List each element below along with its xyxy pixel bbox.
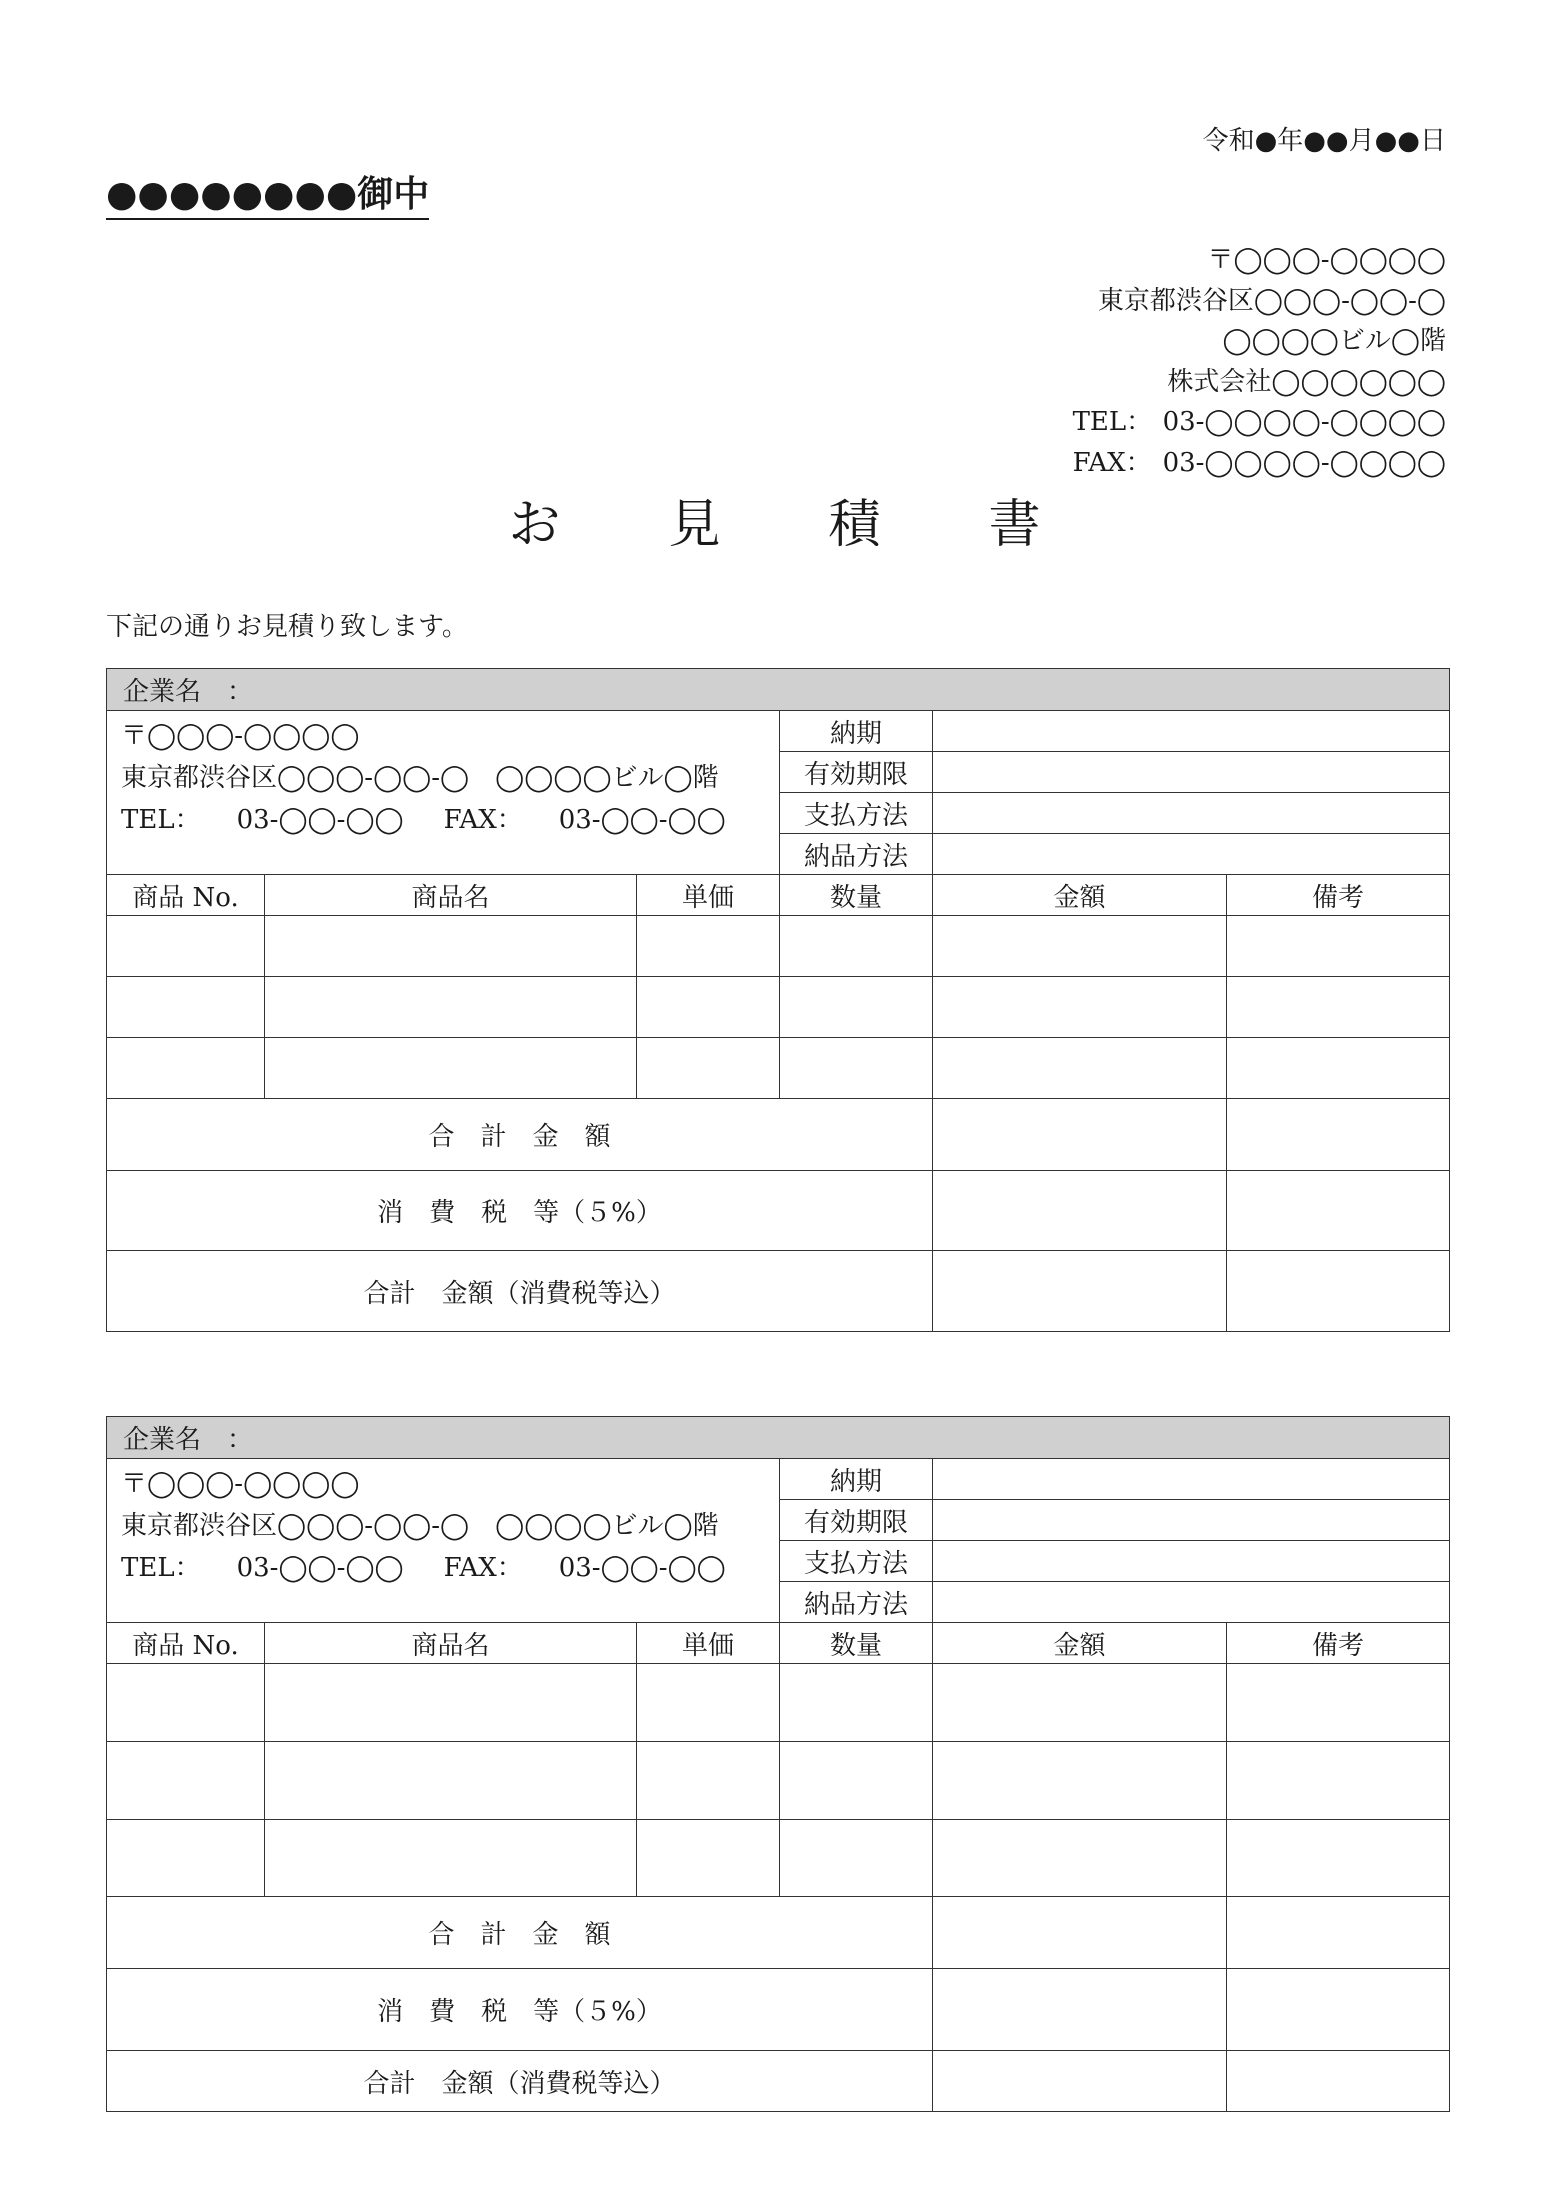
payment-method-label: 支払方法 bbox=[780, 793, 933, 834]
company-info bbox=[107, 1459, 780, 1623]
cell[interactable] bbox=[933, 1742, 1227, 1820]
cell[interactable] bbox=[107, 977, 265, 1038]
validity-label: 有効期限 bbox=[780, 1500, 933, 1541]
cell[interactable] bbox=[933, 1664, 1227, 1742]
issue-date: 令和●年●●月●●日 bbox=[1202, 126, 1446, 156]
total-value[interactable] bbox=[933, 1251, 1227, 1332]
item-row bbox=[107, 1820, 1450, 1897]
col-remarks: 備考 bbox=[1227, 1623, 1450, 1664]
col-product-name: 商品名 bbox=[265, 875, 637, 916]
validity-value[interactable] bbox=[933, 752, 1450, 793]
delivery-method-value[interactable] bbox=[933, 1582, 1450, 1623]
col-amount: 金額 bbox=[933, 875, 1227, 916]
cell[interactable] bbox=[1227, 1742, 1450, 1820]
company-tel-label: TEL： bbox=[121, 1553, 201, 1583]
col-product-no: 商品 No. bbox=[107, 875, 265, 916]
col-quantity: 数量 bbox=[780, 1623, 933, 1664]
cell[interactable] bbox=[265, 1742, 637, 1820]
company-fax: 03-◯◯-◯◯ bbox=[558, 805, 726, 835]
item-row bbox=[107, 1038, 1450, 1099]
validity-value[interactable] bbox=[933, 1500, 1450, 1541]
cell[interactable] bbox=[1227, 1664, 1450, 1742]
total-remarks[interactable] bbox=[1227, 1251, 1450, 1332]
tax-label: 消 費 税 等（５%） bbox=[107, 1969, 933, 2051]
cell[interactable] bbox=[933, 977, 1227, 1038]
sender-tel-line bbox=[1073, 402, 1446, 443]
total-remarks[interactable] bbox=[1227, 2051, 1450, 2112]
subtotal-remarks[interactable] bbox=[1227, 1099, 1450, 1171]
sender-fax-line bbox=[1073, 443, 1446, 484]
cell[interactable] bbox=[107, 1664, 265, 1742]
tax-value[interactable] bbox=[933, 1171, 1227, 1251]
company-fax: 03-◯◯-◯◯ bbox=[558, 1553, 726, 1583]
cell[interactable] bbox=[933, 1820, 1227, 1897]
cell[interactable] bbox=[637, 1742, 780, 1820]
cell[interactable] bbox=[780, 1038, 933, 1099]
delivery-method-label: 納品方法 bbox=[780, 834, 933, 875]
intro-text: 下記の通りお見積り致します。 bbox=[106, 612, 468, 642]
col-quantity: 数量 bbox=[780, 875, 933, 916]
item-row bbox=[107, 977, 1450, 1038]
sender-address2: ◯◯◯◯ビル◯階 bbox=[1222, 326, 1446, 356]
payment-method-value[interactable] bbox=[933, 793, 1450, 834]
cell[interactable] bbox=[637, 977, 780, 1038]
tax-remarks[interactable] bbox=[1227, 1969, 1450, 2051]
tax-value[interactable] bbox=[933, 1969, 1227, 2051]
tax-remarks[interactable] bbox=[1227, 1171, 1450, 1251]
sender-tel: 03-◯◯◯◯-◯◯◯◯ bbox=[1162, 407, 1446, 437]
cell[interactable] bbox=[933, 916, 1227, 977]
company-tel-label: TEL： bbox=[121, 805, 201, 835]
total-label: 合計 金額（消費税等込） bbox=[107, 2051, 933, 2112]
cell[interactable] bbox=[265, 1038, 637, 1099]
item-row bbox=[107, 916, 1450, 977]
cell[interactable] bbox=[1227, 1820, 1450, 1897]
col-remarks: 備考 bbox=[1227, 875, 1450, 916]
delivery-date-label: 納期 bbox=[780, 1459, 933, 1500]
company-postal: 〒◯◯◯-◯◯◯◯ bbox=[121, 721, 360, 751]
sender-address1: 東京都渋谷区◯◯◯-◯◯-◯ bbox=[1097, 285, 1446, 316]
col-unit-price: 単価 bbox=[637, 1623, 780, 1664]
cell[interactable] bbox=[1227, 916, 1450, 977]
quote-table-2 bbox=[106, 1416, 1450, 2112]
cell[interactable] bbox=[107, 1820, 265, 1897]
col-amount: 金額 bbox=[933, 1623, 1227, 1664]
delivery-date-label: 納期 bbox=[780, 711, 933, 752]
item-row bbox=[107, 1742, 1450, 1820]
total-label: 合計 金額（消費税等込） bbox=[107, 1251, 933, 1332]
col-unit-price: 単価 bbox=[637, 875, 780, 916]
company-tel: 03-◯◯-◯◯ bbox=[236, 805, 404, 835]
recipient-name: ●●●●●●●●御中 bbox=[106, 172, 429, 220]
cell[interactable] bbox=[107, 916, 265, 977]
cell[interactable] bbox=[637, 1664, 780, 1742]
validity-label: 有効期限 bbox=[780, 752, 933, 793]
subtotal-label: 合 計 金 額 bbox=[107, 1897, 933, 1969]
sender-block bbox=[1073, 240, 1446, 483]
company-tel: 03-◯◯-◯◯ bbox=[236, 1553, 404, 1583]
cell[interactable] bbox=[1227, 977, 1450, 1038]
cell[interactable] bbox=[265, 977, 637, 1038]
payment-method-value[interactable] bbox=[933, 1541, 1450, 1582]
delivery-method-value[interactable] bbox=[933, 834, 1450, 875]
sender-postal: 〒◯◯◯-◯◯◯◯ bbox=[1207, 245, 1446, 275]
cell[interactable] bbox=[265, 1664, 637, 1742]
payment-method-label: 支払方法 bbox=[780, 1541, 933, 1582]
company-address: 東京都渋谷区◯◯◯-◯◯-◯ ◯◯◯◯ビル◯階 bbox=[121, 1511, 719, 1541]
sender-fax-label: FAX： bbox=[1072, 447, 1152, 478]
delivery-date-value[interactable] bbox=[933, 1459, 1450, 1500]
subtotal-value[interactable] bbox=[933, 1897, 1227, 1969]
quote-table-1 bbox=[106, 668, 1450, 1332]
sender-company: 株式会社◯◯◯◯◯◯ bbox=[1167, 366, 1446, 397]
cell[interactable] bbox=[780, 1742, 933, 1820]
subtotal-value[interactable] bbox=[933, 1099, 1227, 1171]
company-postal: 〒◯◯◯-◯◯◯◯ bbox=[121, 1469, 360, 1499]
cell[interactable] bbox=[933, 1038, 1227, 1099]
total-value[interactable] bbox=[933, 2051, 1227, 2112]
cell[interactable] bbox=[1227, 1038, 1450, 1099]
item-row bbox=[107, 1664, 1450, 1742]
cell[interactable] bbox=[780, 1664, 933, 1742]
subtotal-remarks[interactable] bbox=[1227, 1897, 1450, 1969]
delivery-method-label: 納品方法 bbox=[780, 1582, 933, 1623]
company-contact bbox=[121, 799, 767, 841]
document-title: お見積書 bbox=[508, 495, 1149, 555]
company-fax-label: FAX： bbox=[443, 1553, 523, 1583]
company-info bbox=[107, 711, 780, 875]
company-name-label: 企業名 ： bbox=[107, 669, 1450, 711]
company-address: 東京都渋谷区◯◯◯-◯◯-◯ ◯◯◯◯ビル◯階 bbox=[121, 763, 719, 793]
cell[interactable] bbox=[265, 916, 637, 977]
col-product-no: 商品 No. bbox=[107, 1623, 265, 1664]
cell[interactable] bbox=[637, 916, 780, 977]
tax-label: 消 費 税 等（５%） bbox=[107, 1171, 933, 1251]
cell[interactable] bbox=[107, 1742, 265, 1820]
delivery-date-value[interactable] bbox=[933, 711, 1450, 752]
subtotal-label: 合 計 金 額 bbox=[107, 1099, 933, 1171]
cell[interactable] bbox=[780, 916, 933, 977]
cell[interactable] bbox=[637, 1820, 780, 1897]
cell[interactable] bbox=[637, 1038, 780, 1099]
company-fax-label: FAX： bbox=[443, 805, 523, 835]
cell[interactable] bbox=[107, 1038, 265, 1099]
cell[interactable] bbox=[265, 1820, 637, 1897]
sender-fax: 03-◯◯◯◯-◯◯◯◯ bbox=[1162, 447, 1446, 478]
company-contact bbox=[121, 1547, 767, 1589]
company-name-label: 企業名 ： bbox=[107, 1417, 1450, 1459]
cell[interactable] bbox=[780, 1820, 933, 1897]
col-product-name: 商品名 bbox=[265, 1623, 637, 1664]
cell[interactable] bbox=[780, 977, 933, 1038]
sender-tel-label: TEL： bbox=[1072, 407, 1153, 437]
